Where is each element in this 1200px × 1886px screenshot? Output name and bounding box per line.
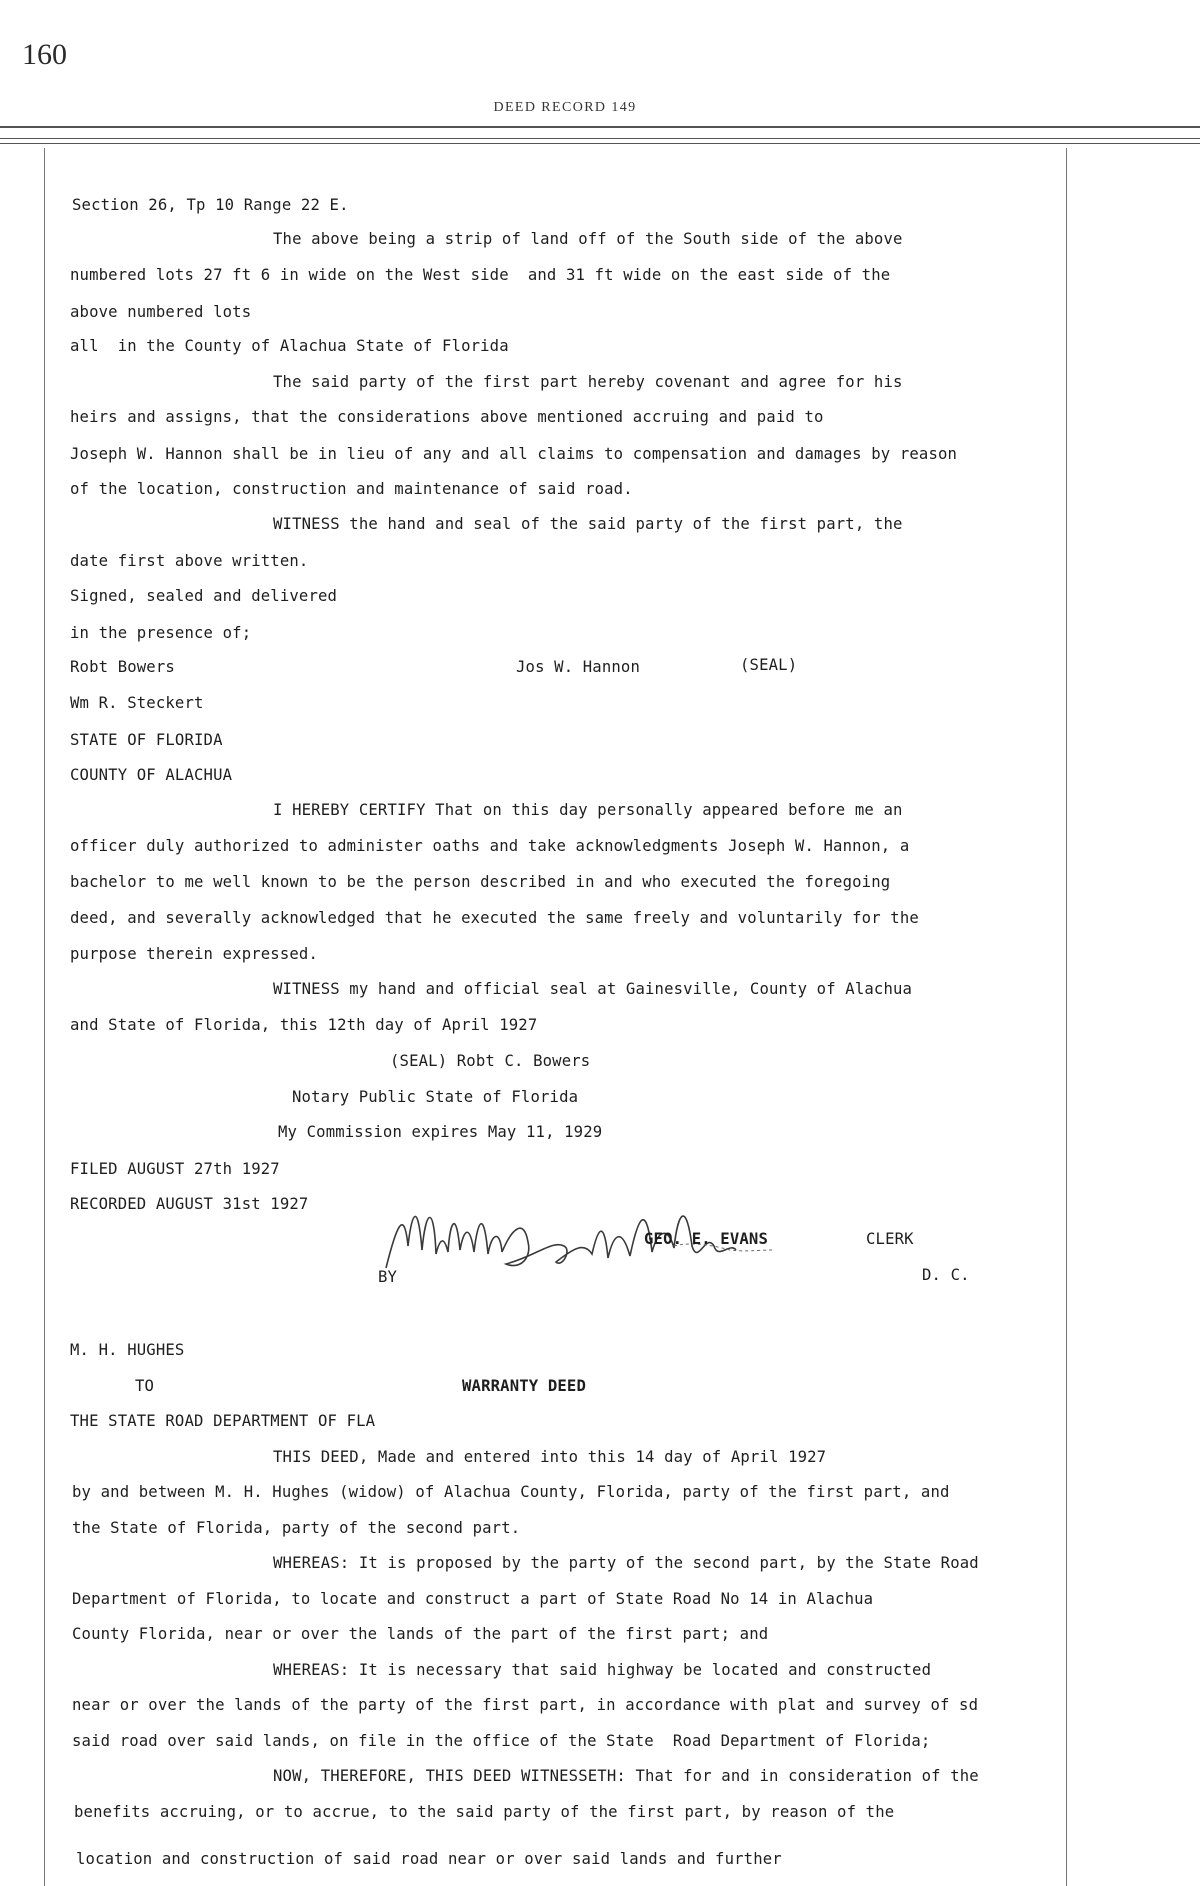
text-line: I HEREBY CERTIFY That on this day personally appeared before me an <box>273 801 903 819</box>
text-line: THIS DEED, Made and entered into this 14 day of April 1927 <box>273 1448 827 1466</box>
text-line: Signed, sealed and delivered <box>70 587 338 605</box>
header-rule-mid <box>0 138 1200 139</box>
text-line: of the location, construction and maintenance of said road. <box>70 480 633 498</box>
page-header: DEED RECORD 149 <box>493 100 637 115</box>
text-line: WITNESS my hand and official seal at Gainesville, County of Alachua <box>273 980 913 998</box>
text-line: COUNTY OF ALACHUA <box>70 766 233 784</box>
text-line: near or over the lands of the party of the first part, in accordance with plat and survey of sd <box>72 1696 979 1714</box>
to-label: TO <box>135 1377 155 1395</box>
text-line: said road over said lands, on file in the office of the State Road Department of Florida; <box>72 1732 931 1750</box>
text-line: heirs and assigns, that the considerations above mentioned accruing and paid to <box>70 408 824 426</box>
text-line: in the presence of; <box>70 624 252 642</box>
witness-name: Wm R. Steckert <box>70 694 204 712</box>
text-line: deed, and severally acknowledged that he executed the same freely and voluntarily for the <box>70 909 919 927</box>
clerk-title: CLERK <box>866 1230 914 1248</box>
text-line: WITNESS the hand and seal of the said party of the first part, the <box>273 515 903 533</box>
text-line: County Florida, near or over the lands of the part of the first part; and <box>72 1625 769 1643</box>
grantee-name: THE STATE ROAD DEPARTMENT OF FLA <box>70 1412 376 1430</box>
text-line: numbered lots 27 ft 6 in wide on the West side and 31 ft wide on the east side of the <box>70 266 891 284</box>
text-line: date first above written. <box>70 552 309 570</box>
clerk-name: GEO. E. EVANS <box>644 1230 768 1248</box>
recorded-date: RECORDED AUGUST 31st 1927 <box>70 1195 309 1213</box>
text-line: by and between M. H. Hughes (widow) of Alachua County, Florida, party of the first part, and <box>72 1483 950 1501</box>
text-line: Section 26, Tp 10 Range 22 E. <box>72 196 349 214</box>
text-line: location and construction of said road near or over said lands and further <box>76 1850 782 1868</box>
deputy-clerk-label: D. C. <box>922 1266 970 1284</box>
witness-name: Robt Bowers <box>70 658 175 676</box>
text-line: bachelor to me well known to be the person described in and who executed the foregoing <box>70 873 891 891</box>
commission-expiry: My Commission expires May 11, 1929 <box>278 1123 603 1141</box>
text-line: the State of Florida, party of the second part. <box>72 1519 521 1537</box>
by-label: BY <box>378 1268 398 1286</box>
text-line: above numbered lots <box>70 303 252 321</box>
grantor-name: M. H. HUGHES <box>70 1341 185 1359</box>
left-margin-line <box>44 148 45 1886</box>
text-line: WHEREAS: It is necessary that said highway be located and constructed <box>273 1661 932 1679</box>
grantor-signature-name: Jos W. Hannon <box>516 658 640 676</box>
text-line: benefits accruing, or to accrue, to the said party of the first part, by reason of the <box>74 1803 895 1821</box>
text-line: purpose therein expressed. <box>70 945 318 963</box>
text-line: STATE OF FLORIDA <box>70 731 223 749</box>
text-line: Department of Florida, to locate and construct a part of State Road No 14 in Alachua <box>72 1590 874 1608</box>
text-line: Joseph W. Hannon shall be in lieu of any and all claims to compensation and damages by reason <box>70 445 958 463</box>
seal-label: (SEAL) <box>740 656 798 674</box>
text-line: all in the County of Alachua State of Florida <box>70 337 509 355</box>
text-line: NOW, THEREFORE, THIS DEED WITNESSETH: That for and in consideration of the <box>273 1767 979 1785</box>
text-line: and State of Florida, this 12th day of April 1927 <box>70 1016 538 1034</box>
notary-title: Notary Public State of Florida <box>292 1088 579 1106</box>
deed-type-title: WARRANTY DEED <box>462 1377 586 1395</box>
text-line: WHEREAS: It is proposed by the party of the second part, by the State Road <box>273 1554 979 1572</box>
text-line: The above being a strip of land off of the South side of the above <box>273 230 903 248</box>
filed-date: FILED AUGUST 27th 1927 <box>70 1160 280 1178</box>
header-rule-low <box>0 143 1200 144</box>
text-line: officer duly authorized to administer oaths and take acknowledgments Joseph W. Hannon, a <box>70 837 910 855</box>
right-margin-line <box>1066 148 1067 1886</box>
text-line: The said party of the first part hereby covenant and agree for his <box>273 373 903 391</box>
page-number: 160 <box>22 38 67 71</box>
notary-signature: (SEAL) Robt C. Bowers <box>390 1052 591 1070</box>
header-rule-top <box>0 126 1200 128</box>
